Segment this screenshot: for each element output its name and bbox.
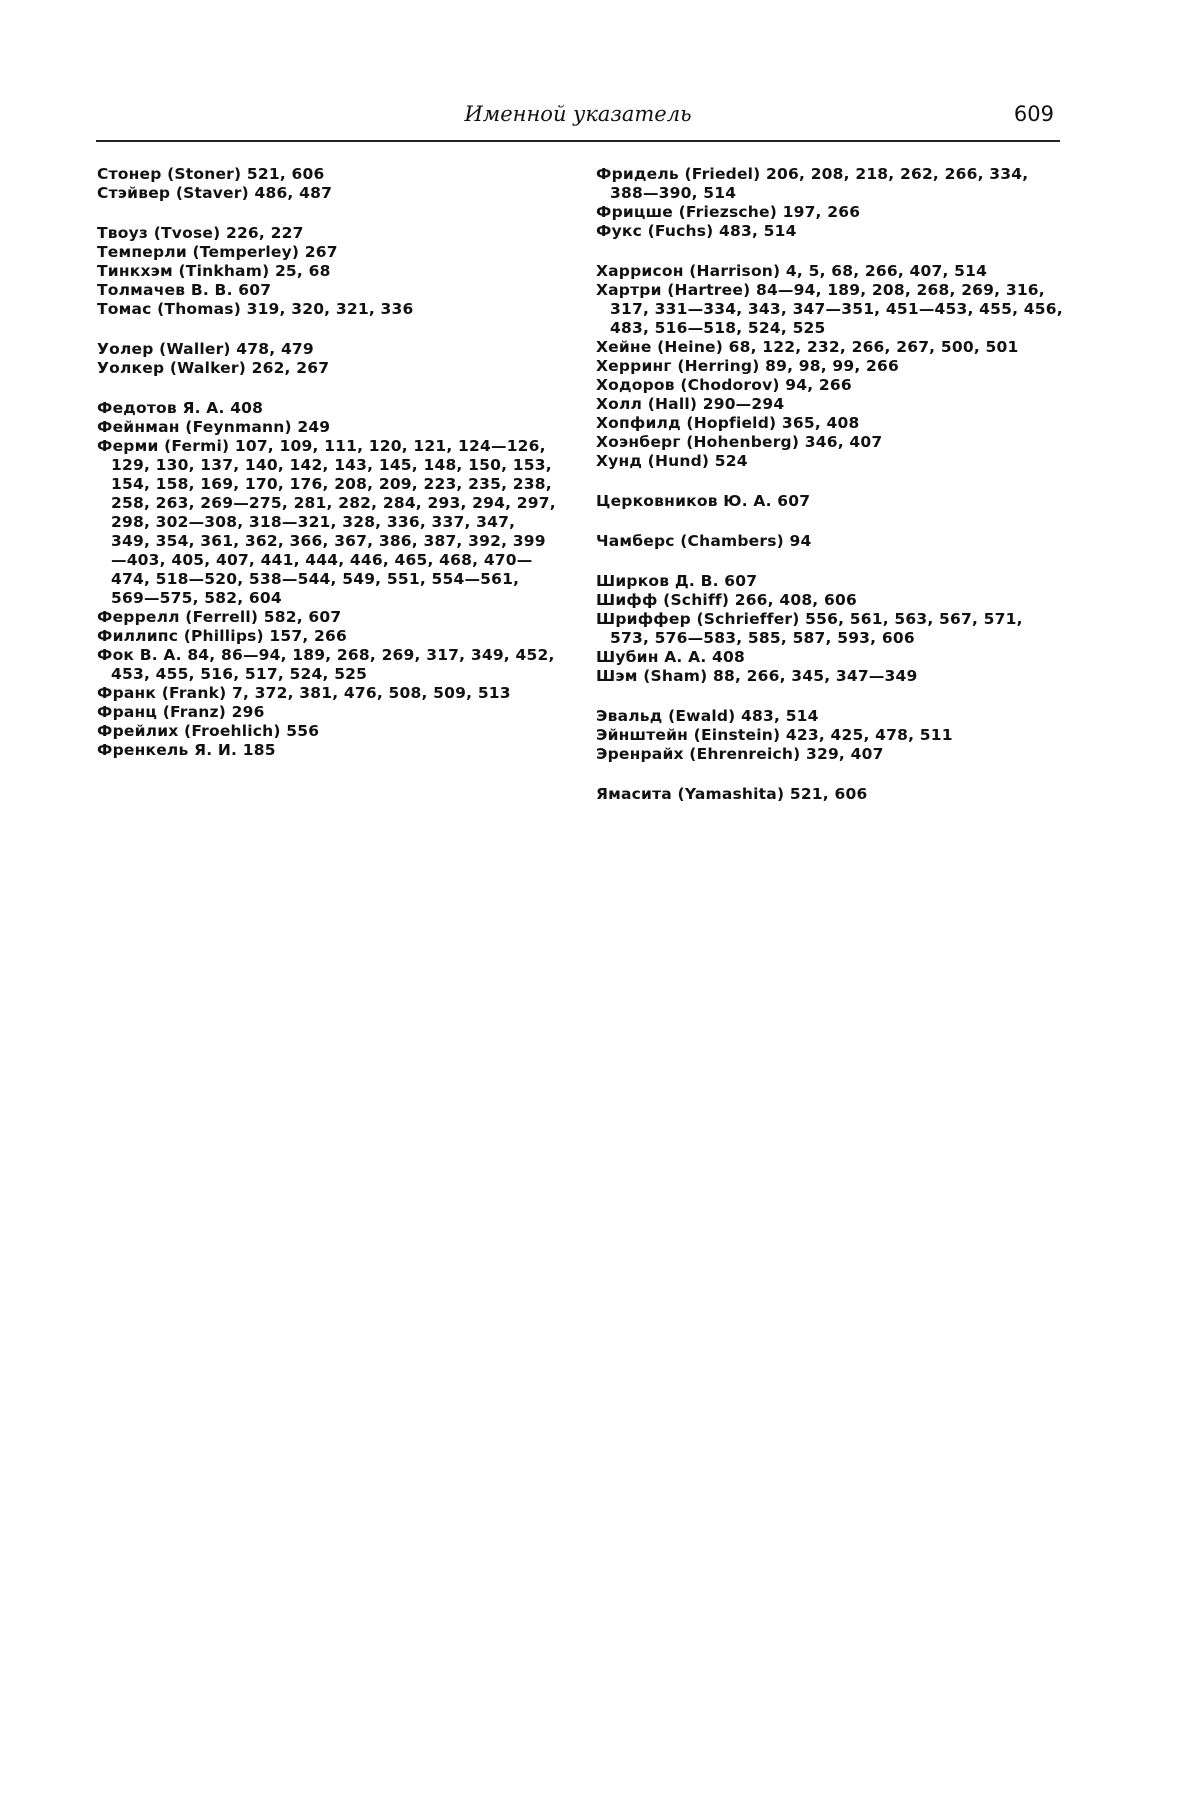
index-entry: Чамберс (Chambers) 94 (596, 532, 812, 550)
index-letter-group (596, 785, 1066, 804)
index-letter-group (97, 340, 557, 378)
index-entry: Федотов Я. А. 408 (97, 399, 264, 417)
index-letter-group (596, 262, 1066, 471)
index-entry: Филлипс (Phillips) 157, 266 (97, 627, 348, 645)
index-entry: Тинкхэм (Tinkham) 25, 68 (97, 262, 331, 280)
index-entry: Феррелл (Ferrell) 582, 607 (97, 608, 342, 626)
index-entry: Темперли (Temperley) 267 (97, 243, 338, 261)
index-entry: Ферми (Fermi) 107, 109, 111, 120, 121, 124—126, 129, 130, 137, 140, 142, 143, 145, 148, 150, 153, 154, 158, 169, 170, 176, 208, 209, 223, 235, 238, 258, 263, 269—275, 281, 282, 284, 293, 294, 297, 298, 302—308, 318—321, 328, 336, 337, 347, 349, 354, 361, 362, 366, 367, 386, 387, 392, 399—403, 405, 407, 441, 444, 446, 465, 468, 470—474, 518—520, 538—544, 549, 551, 554—561, 569—575, 582, 604 (97, 437, 556, 607)
index-entry: Хопфилд (Hopfield) 365, 408 (596, 414, 860, 432)
index-entry: Ямасита (Yamashita) 521, 606 (596, 785, 868, 803)
index-entry: Херринг (Herring) 89, 98, 99, 266 (596, 357, 900, 375)
index-entry: Фок В. А. 84, 86—94, 189, 268, 269, 317, 349, 452, 453, 455, 516, 517, 524, 525 (97, 646, 555, 683)
index-entry: Фрицше (Friezsche) 197, 266 (596, 203, 861, 221)
index-entry: Холл (Hall) 290—294 (596, 395, 785, 413)
index-entry: Шриффер (Schrieffer) 556, 561, 563, 567, 571, 573, 576—583, 585, 587, 593, 606 (596, 610, 1023, 647)
index-entry: Франк (Frank) 7, 372, 381, 476, 508, 509, 513 (97, 684, 511, 702)
index-column-left (97, 165, 557, 781)
index-entry: Стэйвер (Staver) 486, 487 (97, 184, 333, 202)
index-entry: Шэм (Sham) 88, 266, 345, 347—349 (596, 667, 918, 685)
index-entry: Твоуз (Tvose) 226, 227 (97, 224, 304, 242)
index-entry: Шубин А. А. 408 (596, 648, 745, 666)
index-entry: Хоэнберг (Hohenberg) 346, 407 (596, 433, 883, 451)
index-entry: Хартри (Hartree) 84—94, 189, 208, 268, 269, 316, 317, 331—334, 343, 347—351, 451—453, 455, 456, 483, 516—518, 524, 525 (596, 281, 1063, 337)
index-entry: Хунд (Hund) 524 (596, 452, 748, 470)
index-entry: Фукс (Fuchs) 483, 514 (596, 222, 797, 240)
index-entry: Ширков Д. В. 607 (596, 572, 758, 590)
index-entry: Фейнман (Feynmann) 249 (97, 418, 331, 436)
index-entry: Томас (Thomas) 319, 320, 321, 336 (97, 300, 414, 318)
index-entry: Стонер (Stoner) 521, 606 (97, 165, 325, 183)
page-header (96, 100, 1060, 142)
index-entry: Эйнштейн (Einstein) 423, 425, 478, 511 (596, 726, 953, 744)
index-letter-group (97, 224, 557, 319)
index-letter-group (596, 492, 1066, 511)
index-entry: Хейне (Heine) 68, 122, 232, 266, 267, 500, 501 (596, 338, 1019, 356)
index-entry: Харрисон (Harrison) 4, 5, 68, 266, 407, 514 (596, 262, 988, 280)
index-entry: Фридель (Friedel) 206, 208, 218, 262, 266, 334, 388—390, 514 (596, 165, 1029, 202)
index-entry: Уолкер (Walker) 262, 267 (97, 359, 330, 377)
index-column-right (596, 165, 1066, 825)
index-letter-group (97, 165, 557, 203)
index-letter-group (596, 532, 1066, 551)
index-entry: Ходоров (Chodorov) 94, 266 (596, 376, 852, 394)
index-letter-group (596, 165, 1066, 241)
page-number: 609 (1013, 102, 1054, 126)
index-letter-group (596, 572, 1066, 686)
index-entry: Уолер (Waller) 478, 479 (97, 340, 314, 358)
index-entry: Эренрайх (Ehrenreich) 329, 407 (596, 745, 884, 763)
index-entry: Френкель Я. И. 185 (97, 741, 276, 759)
index-entry: Эвальд (Ewald) 483, 514 (596, 707, 819, 725)
index-letter-group (97, 399, 557, 760)
index-letter-group (596, 707, 1066, 764)
running-title: Именной указатель (464, 102, 692, 126)
index-entry: Шифф (Schiff) 266, 408, 606 (596, 591, 857, 609)
index-entry: Франц (Franz) 296 (97, 703, 265, 721)
index-entry: Толмачев В. В. 607 (97, 281, 272, 299)
index-entry: Церковников Ю. А. 607 (596, 492, 811, 510)
index-entry: Фрейлих (Froehlich) 556 (97, 722, 320, 740)
